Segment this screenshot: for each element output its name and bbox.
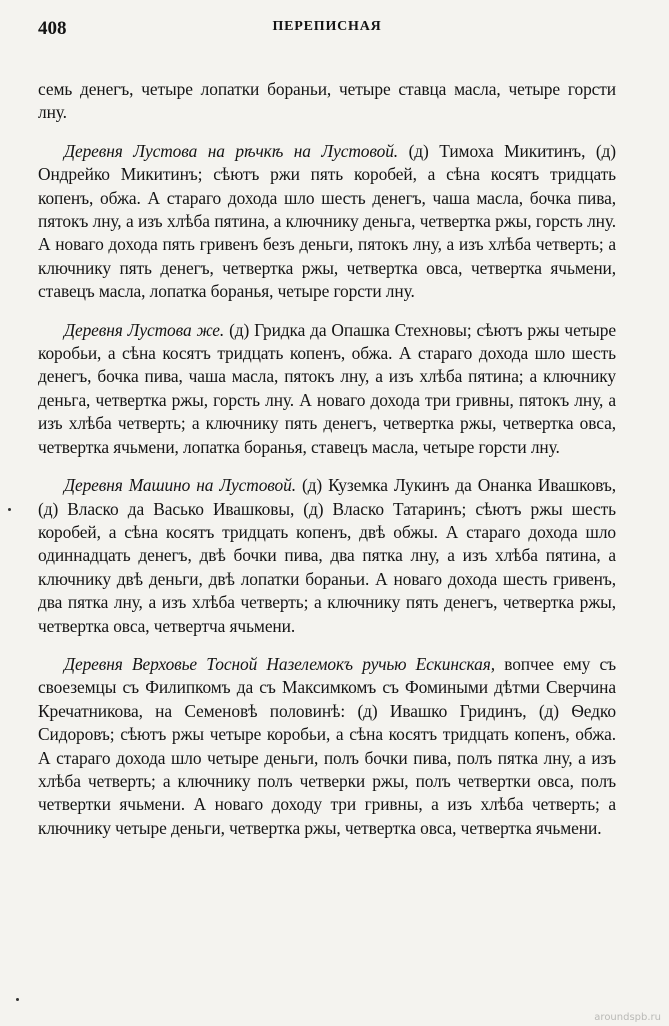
margin-speck xyxy=(16,998,19,1001)
paragraph-text: (д) Гридка да Опашка Стехновы; сѣютъ ржы четыре коробьи, а сѣна косятъ тридцать копенъ, обжа. А стараго дохода шло шесть денегъ, бочка пива, чаша масла, пятокъ лну, а изъ хлѣба пятина; а ключнику деньга, четвертка ржы, горсть лну. А новаго дохода три гривны, пятокъ лну, а изъ хлѣба четверть; а ключнику пять денегъ, четвертка ржы, четвертка овса, четвертка ячьмени, лопатка боранья, ставецъ масла, четыре горсти лну. xyxy=(38,319,616,457)
running-head xyxy=(38,18,616,46)
village-heading: Деревня Машино на Лустовой. xyxy=(64,475,296,496)
village-heading: Деревня Лустова же. xyxy=(64,319,225,340)
paragraph-mashino xyxy=(38,474,616,638)
paragraph-continuation xyxy=(38,78,616,125)
village-heading: Деревня Верховье Тосной Назелемокъ ручью Ескинская, xyxy=(64,653,495,674)
page-number: 408 xyxy=(38,18,67,39)
watermark: aroundspb.ru xyxy=(594,1012,661,1023)
book-page xyxy=(38,18,616,840)
margin-speck xyxy=(8,508,11,511)
paragraph-text: (д) Куземка Лукинъ да Онанка Ивашковъ, (д) Власко да Васько Ивашковы, (д) Власко Татаринъ; сѣютъ ржы шесть коробей, а сѣна косятъ тридцать копенъ, двѣ обжы. А стараго дохода шло одиннадцать денегъ, двѣ бочки пива, два пятка лну, а изъ хлѣба пятина, а ключнику двѣ деньги, двѣ лопатки бораньи. А новаго дохода шесть гривенъ, два пятка лну, а изъ хлѣба четверть; а ключнику пять денегъ, четвертка ржы, четвертка овса, четвертча ячьмени. xyxy=(38,475,617,636)
page-header: ПЕРЕПИСНАЯ xyxy=(272,19,382,34)
paragraph-verkhovye xyxy=(38,653,616,840)
paragraph-lustova-zhe xyxy=(38,319,616,459)
paragraph-text: (д) Тимоха Микитинъ, (д) Ондрейко Микитинъ; сѣютъ ржи пять коробей, а сѣна косятъ тридцать копенъ, обжа. А стараго дохода шло шесть денегъ, чаша масла, бочка пива, пятокъ лну, а изъ хлѣба пятина, а ключнику деньга, четвертка ржы, горсть лну. А новаго дохода пять гривенъ безъ деньги, пятокъ лну, а изъ хлѣба четверть; а ключнику пять денегъ, четвертка ржы, четвертка овса, четвертка ячьмени, ставецъ масла, лопатка боранья, четыре горсти лну. xyxy=(38,140,616,302)
paragraph-text: семь денегъ, четыре лопатки бораньи, четыре ставца масла, четыре горсти лну. xyxy=(38,79,616,123)
village-heading: Деревня Лустова на рѣчкѣ на Лустовой. xyxy=(64,140,399,161)
paragraph-text: вопчее ему съ своеземцы съ Филипкомъ да съ Максимкомъ съ Фомиными дѣтми Сверчина Кречатникова, на Семеновѣ половинѣ: (д) Ивашко Гридинъ, (д) Ѳедко Сидоровъ; сѣютъ ржы четыре коробьи, а сѣна косятъ тридцать копенъ, обжа. А стараго дохода шло четыре деньги, полъ бочки пива, полъ пятка лну, а изъ хлѣба четверть; а ключнику полъ четверки ржы, полъ четвертки овса, полъ четвертки ячьмени. А новаго доходу три гривны, а изъ хлѣба четверть; а ключнику четыре деньги, четвертка ржы, четвертка овса, четвертка ячьмени. xyxy=(38,653,617,838)
paragraph-lustova-na-rechke xyxy=(38,140,616,304)
